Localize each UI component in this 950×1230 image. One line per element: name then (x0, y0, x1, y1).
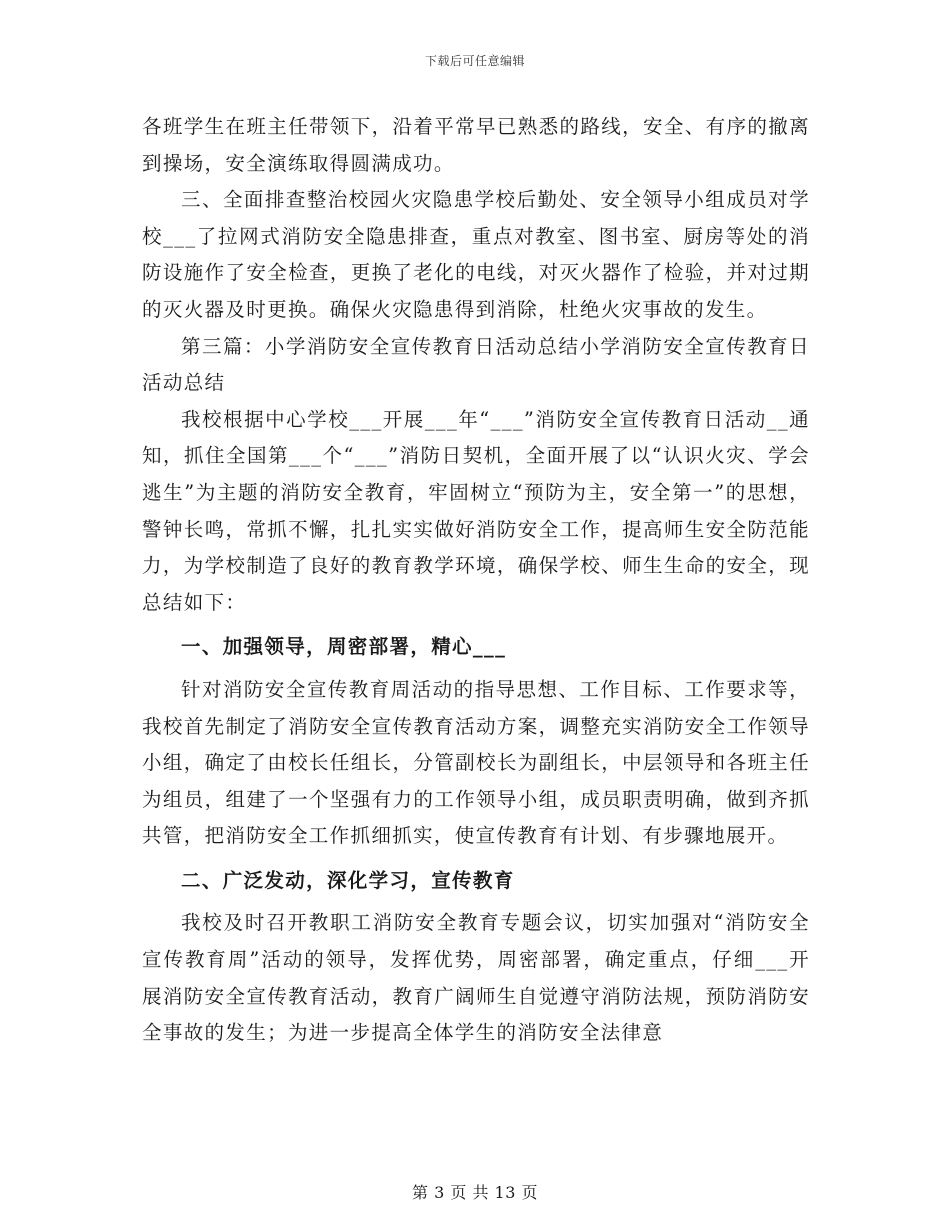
paragraph-article-title: 第三篇：小学消防安全宣传教育日活动总结小学消防安全宣传教育日活动总结 (142, 334, 810, 395)
paragraph-section-three: 三、全面排查整治校园火灾隐患学校后勤处、安全领导小组成员对学校___了拉网式消防安全隐患排查，重点对教室、图书室、厨房等处的消防设施作了安全检查，更换了老化的电线，对灭火器作了检验，并对过期的灭火器及时更换。确保火灾隐患得到消除，杜绝火灾事故的发生。 (142, 188, 810, 321)
heading-section-two: 二、广泛发动，深化学习，宣传教育 (181, 868, 515, 892)
paragraph-section-one-body: 针对消防安全宣传教育周活动的指导思想、工作目标、工作要求等，我校首先制定了消防安全宣传教育活动方案，调整充实消防安全工作领导小组，确定了由校长任组长，分管副校长为副组长，中层领导和各班主任为组员，组建了一个坚强有力的工作领导小组，成员职责明确，做到齐抓共管，把消防安全工作抓细抓实，使宣传教育有计划、有步骤地展开。 (142, 677, 810, 848)
heading-section-one: 一、加强领导，周密部署，精心___ (181, 635, 507, 659)
paragraph-section-two-body: 我校及时召开教职工消防安全教育专题会议，切实加强对“消防安全宣传教育周”活动的领导，发挥优势，周密部署，确定重点，仔细___开展消防安全宣传教育活动，教育广阔师生自觉遵守消防法规，预防消防安全事故的发生；为进一步提高全体学生的消防安全法律意 (142, 911, 810, 1045)
document-body (142, 109, 810, 1052)
page-footer: 第 3 页 共 13 页 (412, 1183, 538, 1202)
paragraph-intro: 我校根据中心学校___开展___年“___”消防安全宣传教育日活动__通知，抓住全国第___个“___”消防日契机，全面开展了以“认识火灾、学会逃生”为主题的消防安全教育，牢固树立“预防为主，安全第一”的思想，警钟长鸣，常抓不懈，扎扎实实做好消防安全工作，提高师生安全防范能力，为学校制造了良好的教育教学环境，确保学校、师生生命的安全，现总结如下： (142, 407, 810, 614)
paragraph-continuation: 各班学生在班主任带领下，沿着平常早已熟悉的路线，安全、有序的撤离到操场，安全演练取得圆满成功。 (142, 115, 810, 175)
page-header: 下载后可任意编辑 (424, 54, 525, 68)
